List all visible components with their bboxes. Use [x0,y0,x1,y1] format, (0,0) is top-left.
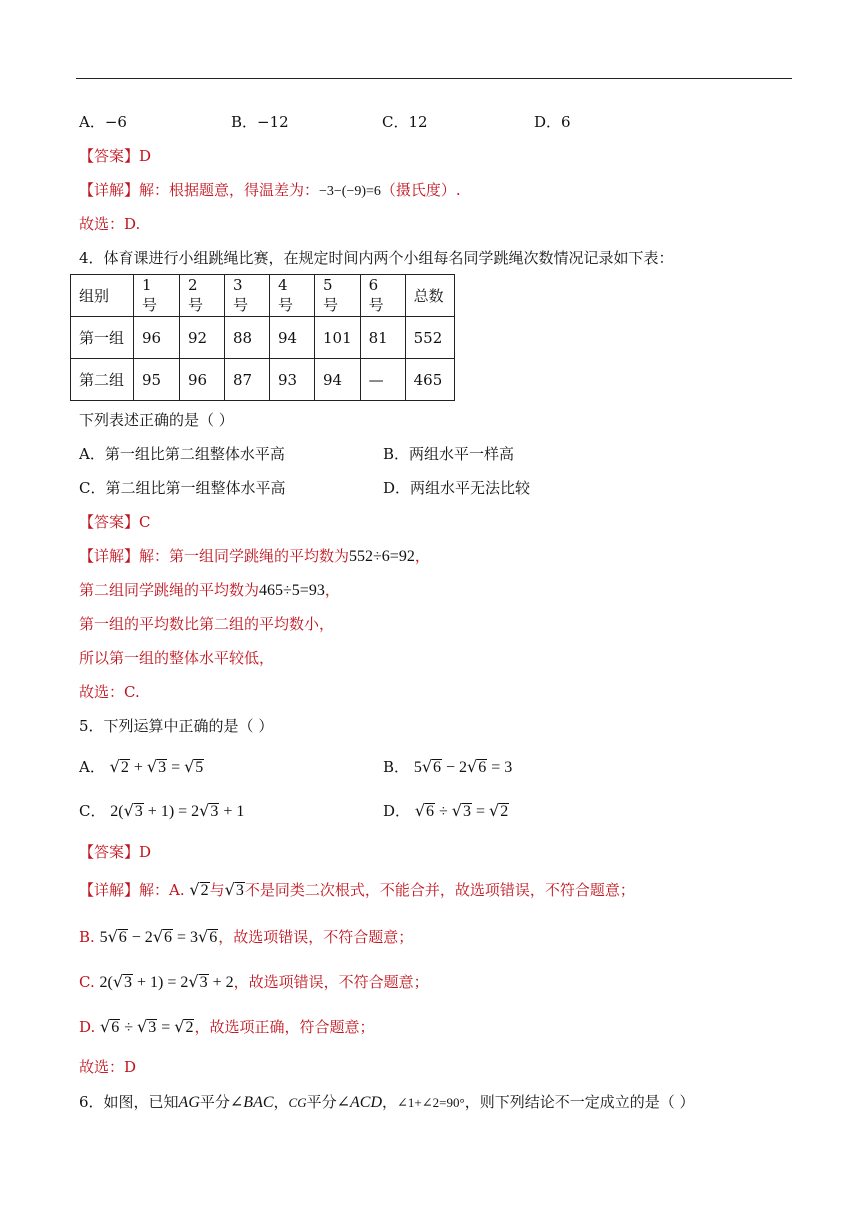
q3-detail [79,180,461,202]
q4-detail-2-comma: ， [324,581,340,599]
table-header-cell: 3 号 [225,275,270,317]
table-cell: 94 [270,317,315,359]
table-cell: 第二组 [71,359,134,401]
table-header-cell: 4 号 [270,275,315,317]
q5-detail-d [79,1017,374,1038]
table-cell: 95 [134,359,180,401]
table-cell: 552 [405,317,454,359]
header-rule [76,78,792,79]
q4-detail-1-comma: ， [414,547,430,565]
q6-ag: AG [178,1094,200,1111]
q6-bisects-1: 平分 [199,1093,230,1111]
q5-detail-a-prefix: 【详解】解：A. [79,881,185,899]
q4-detail-2-math: 465÷5=93 [259,582,325,599]
q5-option-b-expr: 5√6 − 2√6 = 3 [413,757,513,776]
q4-detail-1-math: 552÷6=92 [349,548,415,565]
table-header-cell: 1 号 [134,275,180,317]
q5-conclusion: 故选：D [79,1058,137,1076]
q6-sep-1: ， [273,1093,289,1111]
q3-detail-math: −3−(−9)=6 [319,184,381,199]
q5-detail-d-expr: √6 ÷ √3 = √2 [100,1017,194,1036]
q5-option-c-label: C． [79,802,106,820]
q4-detail-2-text: 第二组同学跳绳的平均数为 [79,581,260,599]
q5-option-c-expr: 2(√3 + 1) = 2√3 + 1 [110,801,245,820]
q4-detail-line-1 [79,546,430,567]
q5-option-b [383,757,512,778]
q6-sep-2: ， [382,1093,398,1111]
q3-detail-text: 【详解】解：根据题意，得温差为： [79,181,320,199]
q5-option-a-label: A． [79,758,105,776]
q4-option-a: A．第一组比第二组整体水平高 [79,445,285,463]
q5-option-d [383,801,509,822]
q5-detail-a [79,880,635,901]
table-cell: 101 [315,317,361,359]
q5-option-a [79,757,204,778]
q4-answer: 【答案】C [79,513,151,531]
table-cell: — [360,359,405,401]
table-cell: 81 [360,317,405,359]
q4-option-b: B．两组水平一样高 [383,445,515,463]
q5-stem: 5．下列运算中正确的是（ ） [79,717,274,735]
q3-detail-unit: （摄氏度）. [380,181,461,199]
q5-detail-c-expr: 2(√3 + 1) = 2√3 + 2 [99,972,234,991]
q4-detail-line-4: 所以第一组的整体水平较低， [79,649,275,667]
table-header-cell: 6 号 [360,275,405,317]
table-cell: 87 [225,359,270,401]
q4-conclusion: 故选：C. [79,683,140,701]
q5-option-b-label: B． [383,758,410,776]
table-cell: 94 [315,359,361,401]
q6-angle-acd: ∠ACD [336,1094,383,1111]
q5-detail-a-suffix: 不是同类二次根式，不能合并，故选项错误，不符合题意； [244,881,635,899]
q6-cg: CG [288,1095,307,1110]
q5-detail-c [79,972,429,993]
q4-option-d: D．两组水平无法比较 [383,479,531,497]
q4-detail-1-text: 【详解】解：第一组同学跳绳的平均数为 [79,547,350,565]
q4-question: 下列表述正确的是（ ） [79,411,234,429]
q5-option-d-expr: √6 ÷ √3 = √2 [414,801,509,820]
table-cell: 第一组 [71,317,134,359]
table-cell: 88 [225,317,270,359]
table-cell: 465 [405,359,454,401]
q5-detail-b [79,927,413,948]
q5-option-a-expr: √2 + √3 = √5 [109,757,204,776]
q4-detail-line-3: 第一组的平均数比第二组的平均数小， [79,615,335,633]
q5-detail-d-label: D. [79,1018,96,1036]
q5-detail-b-suffix: ，故选项错误，不符合题意； [218,928,414,946]
table-cell: 92 [180,317,225,359]
q3-option-a: A．−6 [79,113,127,131]
q3-option-d: D．6 [534,113,571,131]
q6-stem-suffix: ，则下列结论不一定成立的是（ ） [464,1093,695,1111]
q6-stem-prefix: 6．如图，已知 [79,1093,179,1111]
q3-option-b: B．−12 [231,113,289,131]
q5-detail-a-expr-2: √3 [224,880,244,899]
table-row [71,359,455,401]
q3-conclusion: 故选：D. [79,215,141,233]
q6-bisects-2: 平分 [306,1093,337,1111]
q5-detail-a-mid: 与 [209,881,225,899]
table-cell: 96 [134,317,180,359]
q3-answer: 【答案】D [79,147,152,165]
q5-detail-d-suffix: ，故选项正确，符合题意； [194,1018,375,1036]
q6-stem [79,1092,694,1113]
table-header-row [71,275,455,317]
table-row [71,317,455,359]
q5-detail-a-expr-1: √2 [189,880,209,899]
table-header-cell: 2 号 [180,275,225,317]
q4-option-c: C．第二组比第一组整体水平高 [79,479,286,497]
q5-answer: 【答案】D [79,843,152,861]
table-header-cell: 总数 [405,275,454,317]
q5-detail-c-suffix: ，故选项错误，不符合题意； [233,973,429,991]
q4-score-table [70,274,455,401]
q6-angles: ∠1+∠2=90° [397,1095,465,1110]
q5-option-c [79,801,244,822]
q5-detail-b-label: B. [79,928,95,946]
q4-stem: 4．体育课进行小组跳绳比赛，在规定时间内两个小组每名同学跳绳次数情况记录如下表： [79,249,674,267]
q4-detail-line-2 [79,580,340,601]
q5-detail-c-label: C. [79,973,95,991]
q6-angle-bac: ∠BAC [229,1094,274,1111]
q5-detail-b-expr: 5√6 − 2√6 = 3√6 [99,927,218,946]
table-header-cell: 组别 [71,275,134,317]
table-cell: 93 [270,359,315,401]
table-cell: 96 [180,359,225,401]
table-header-cell: 5 号 [315,275,361,317]
q5-option-d-label: D． [383,802,411,820]
q3-option-c: C．12 [382,113,428,131]
